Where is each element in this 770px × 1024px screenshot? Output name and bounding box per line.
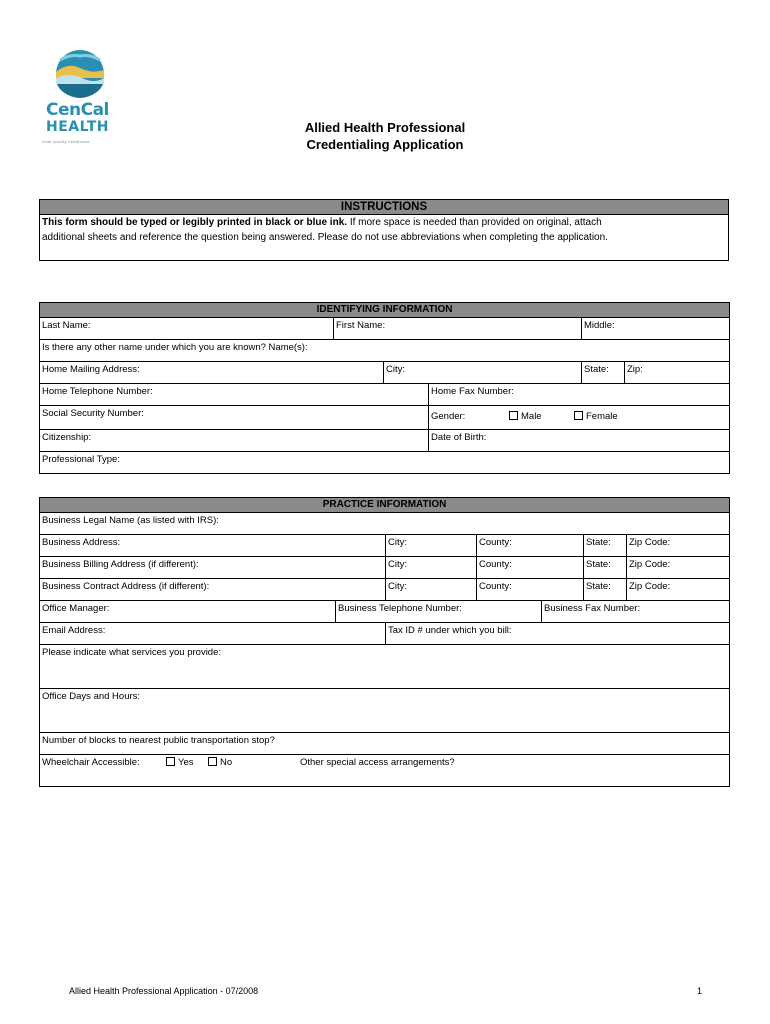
contract-city-field[interactable]: City:	[386, 579, 477, 601]
home-zip-field[interactable]: Zip:	[625, 362, 730, 384]
instructions-box	[39, 199, 729, 261]
home-city-field[interactable]: City:	[384, 362, 582, 384]
other-name-field[interactable]: Is there any other name under which you are known? Name(s):	[40, 340, 730, 362]
wheelchair-label: Wheelchair Accessible:	[42, 757, 140, 768]
business-address-field[interactable]: Business Address:	[40, 535, 386, 557]
tax-id-field[interactable]: Tax ID # under which you bill:	[386, 623, 730, 645]
logo-wordmark: CenCal	[46, 100, 109, 120]
contract-county-field[interactable]: County:	[477, 579, 584, 601]
instructions-bold-text: This form should be typed or legibly printed in black or blue ink.	[42, 217, 348, 228]
instructions-text	[40, 215, 728, 245]
business-state-field[interactable]: State:	[584, 535, 627, 557]
gender-label: Gender:	[431, 411, 466, 422]
page-subtitle: Credentialing Application	[306, 137, 464, 152]
ssn-field[interactable]: Social Security Number:	[40, 406, 429, 430]
home-address-field[interactable]: Home Mailing Address:	[40, 362, 384, 384]
instructions-text-1: If more space is needed than provided on original, attach	[347, 217, 602, 228]
gender-field	[429, 406, 730, 430]
dob-field[interactable]: Date of Birth:	[429, 430, 730, 452]
services-field[interactable]: Please indicate what services you provide:	[40, 645, 730, 689]
citizenship-field[interactable]: Citizenship:	[40, 430, 429, 452]
wheelchair-no-checkbox[interactable]	[208, 757, 217, 766]
business-county-field[interactable]: County:	[477, 535, 584, 557]
office-manager-field[interactable]: Office Manager:	[40, 601, 336, 623]
instructions-heading: INSTRUCTIONS	[40, 200, 728, 215]
other-access-label[interactable]: Other special access arrangements?	[300, 757, 455, 768]
footer-page-number: 1	[697, 986, 703, 996]
home-fax-field[interactable]: Home Fax Number:	[429, 384, 730, 406]
wheelchair-no-label: No	[220, 757, 233, 768]
office-days-field[interactable]: Office Days and Hours:	[40, 689, 730, 733]
billing-state-field[interactable]: State:	[584, 557, 627, 579]
billing-zip-field[interactable]: Zip Code:	[627, 557, 730, 579]
male-checkbox[interactable]	[509, 411, 518, 420]
business-city-field[interactable]: City:	[386, 535, 477, 557]
wheelchair-yes-label: Yes	[178, 757, 194, 768]
wheelchair-yes-checkbox[interactable]	[166, 757, 175, 766]
practice-info-table	[39, 497, 730, 787]
billing-city-field[interactable]: City:	[386, 557, 477, 579]
practice-heading: PRACTICE INFORMATION	[40, 498, 730, 513]
home-phone-field[interactable]: Home Telephone Number:	[40, 384, 429, 406]
female-checkbox[interactable]	[574, 411, 583, 420]
footer-form-version: Allied Health Professional Application - 07/2008	[69, 986, 259, 996]
logo-wordmark-health: HEALTH	[46, 119, 109, 135]
wheelchair-row	[40, 755, 730, 787]
business-fax-field[interactable]: Business Fax Number:	[542, 601, 730, 623]
business-zip-field[interactable]: Zip Code:	[627, 535, 730, 557]
instructions-text-2: additional sheets and reference the question being answered. Please do not use abbreviations when completing the application.	[42, 232, 608, 243]
billing-county-field[interactable]: County:	[477, 557, 584, 579]
contract-address-field[interactable]: Business Contract Address (if different):	[40, 579, 386, 601]
identifying-heading: IDENTIFYING INFORMATION	[40, 303, 730, 318]
logo-tagline: local quality healthcare	[42, 139, 90, 144]
home-state-field[interactable]: State:	[582, 362, 625, 384]
female-label: Female	[586, 411, 618, 422]
identifying-info-table	[39, 302, 730, 474]
first-name-field[interactable]: First Name:	[334, 318, 582, 340]
last-name-field[interactable]: Last Name:	[40, 318, 334, 340]
business-phone-field[interactable]: Business Telephone Number:	[336, 601, 542, 623]
contract-state-field[interactable]: State:	[584, 579, 627, 601]
middle-name-field[interactable]: Middle:	[582, 318, 730, 340]
legal-name-field[interactable]: Business Legal Name (as listed with IRS):	[40, 513, 730, 535]
page-title: Allied Health Professional	[304, 120, 466, 135]
professional-type-field[interactable]: Professional Type:	[40, 452, 730, 474]
transportation-blocks-field[interactable]: Number of blocks to nearest public transportation stop?	[40, 733, 730, 755]
email-field[interactable]: Email Address:	[40, 623, 386, 645]
male-label: Male	[521, 411, 542, 422]
billing-address-field[interactable]: Business Billing Address (if different):	[40, 557, 386, 579]
contract-zip-field[interactable]: Zip Code:	[627, 579, 730, 601]
